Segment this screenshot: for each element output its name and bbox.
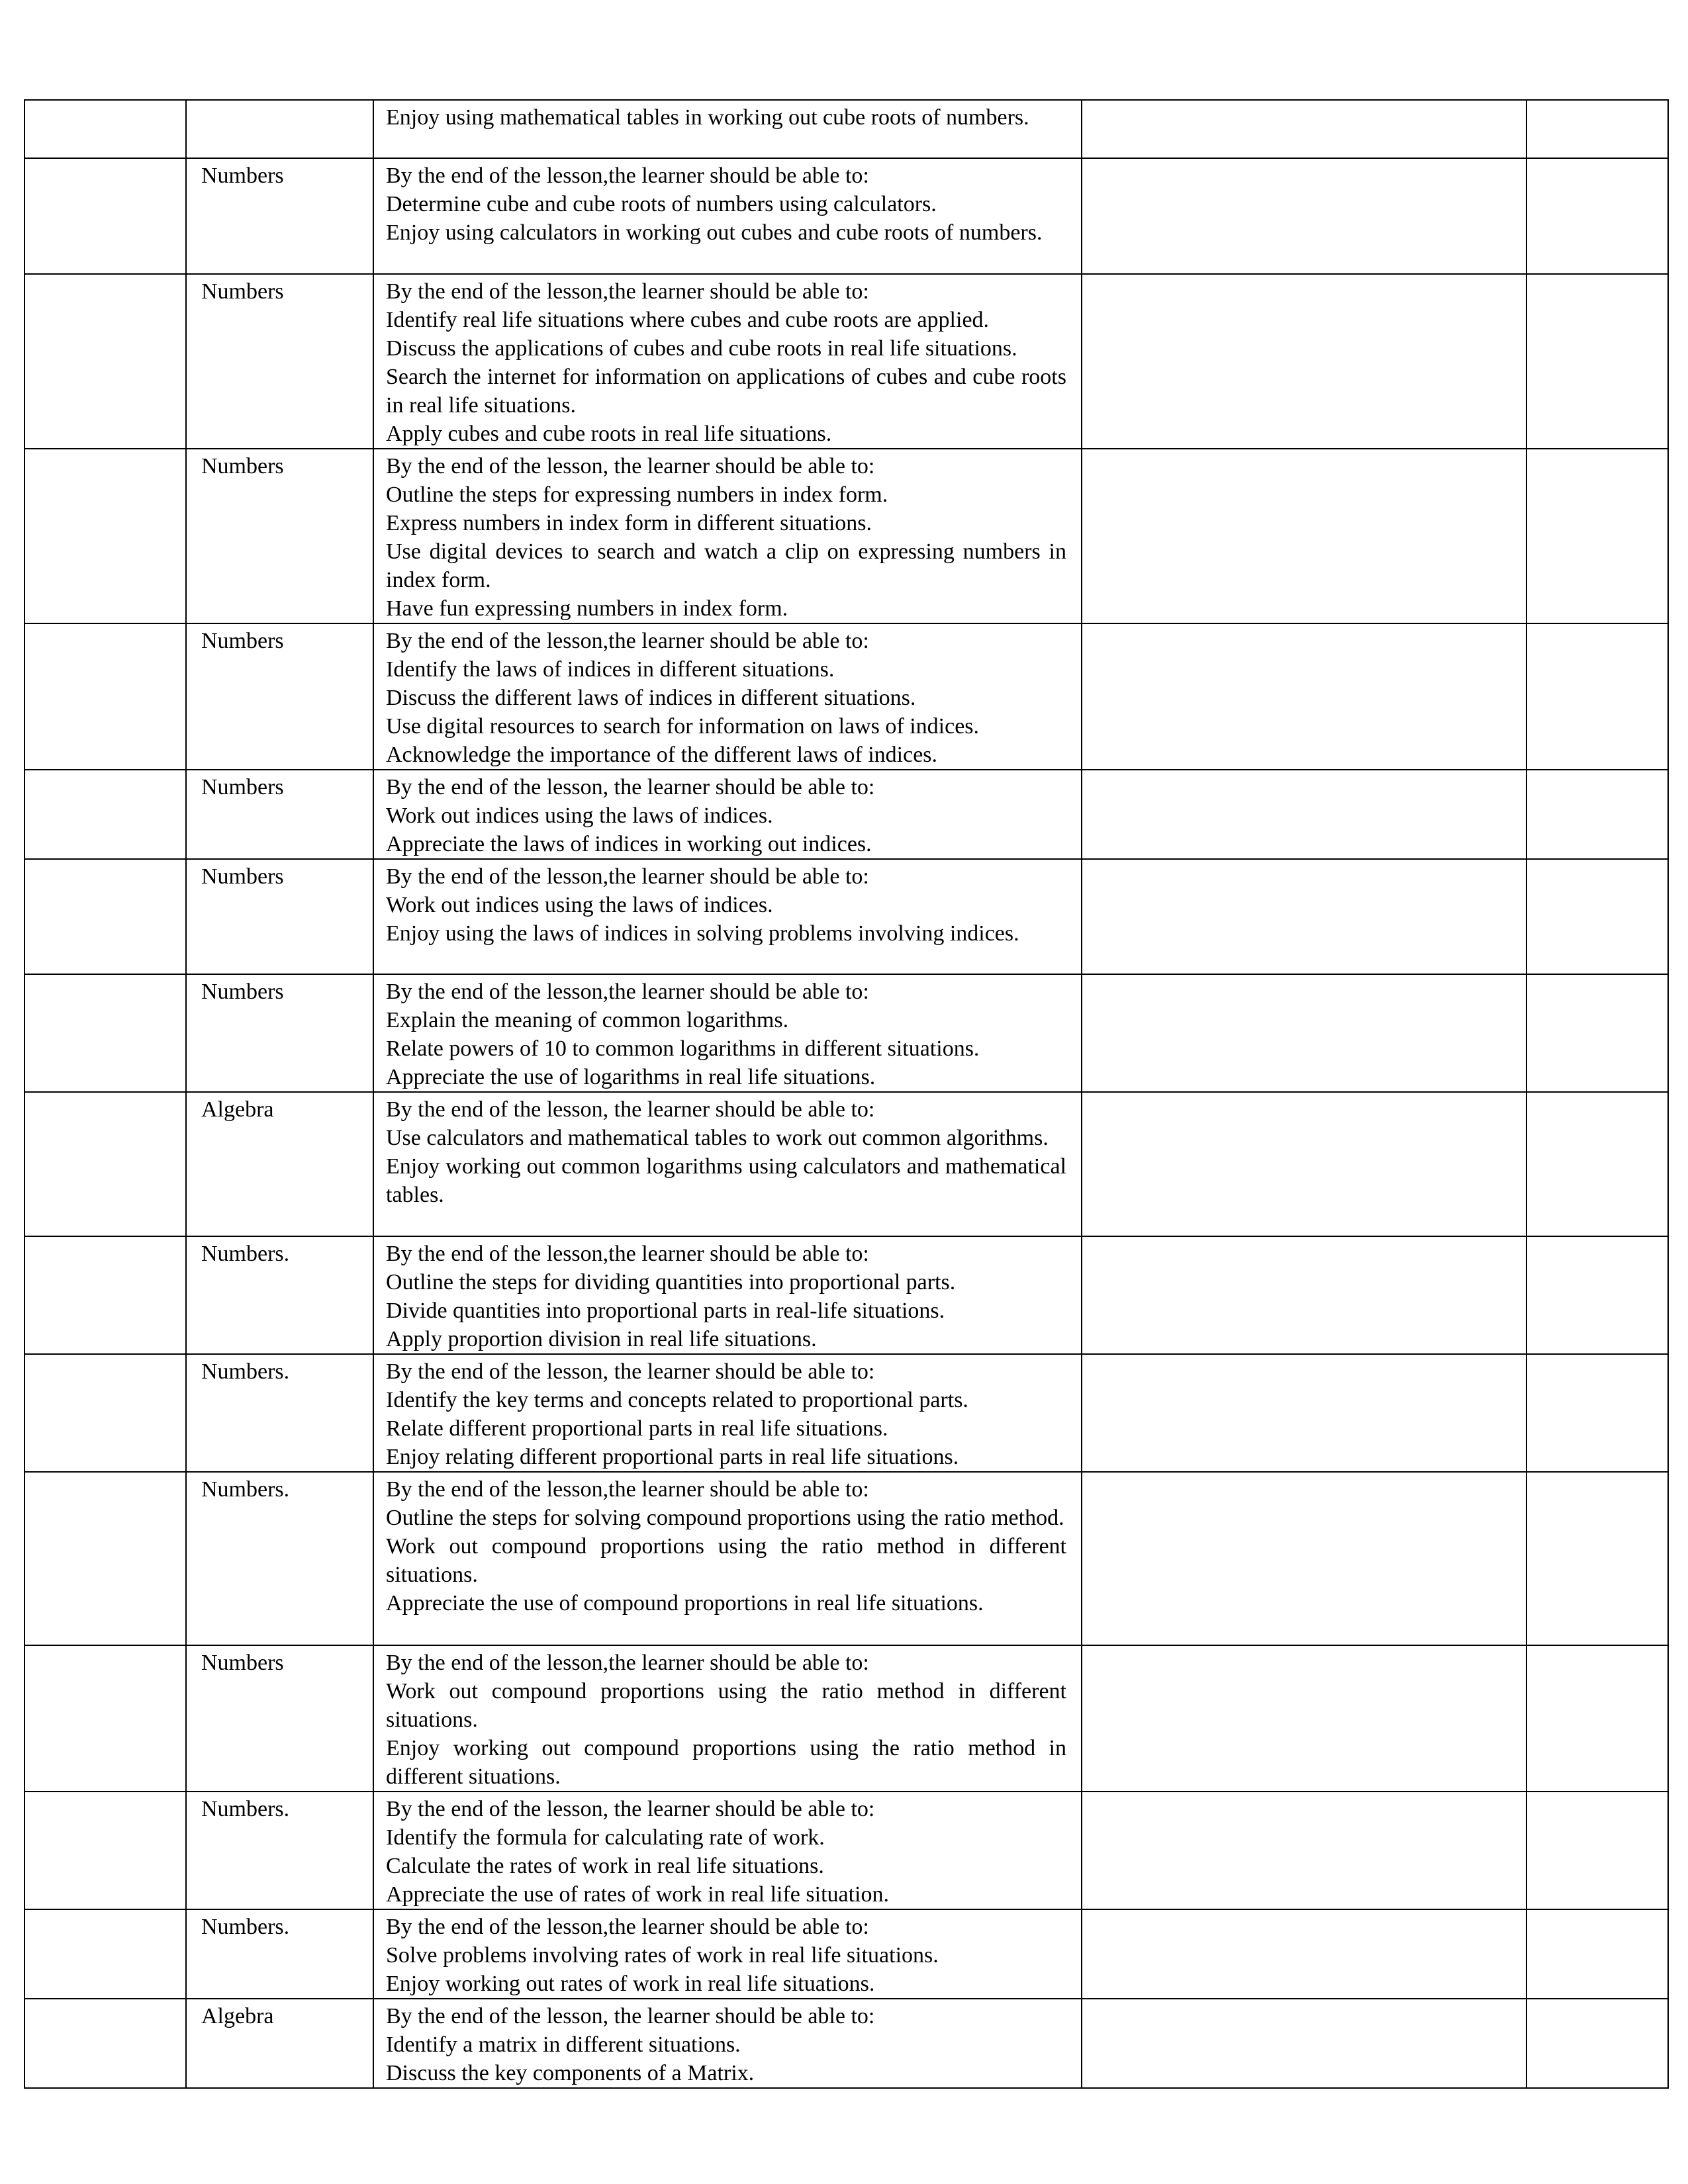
strand-cell xyxy=(186,100,373,158)
strand-text: Algebra xyxy=(201,2004,274,2028)
learning-outcomes-cell xyxy=(373,1236,1082,1354)
strand-cell xyxy=(186,1472,373,1645)
resources-cell xyxy=(1082,449,1526,623)
week-lesson-cell xyxy=(24,770,186,859)
learning-outcomes-cell xyxy=(373,974,1082,1092)
resources-cell xyxy=(1082,1236,1526,1354)
learning-outcomes-list xyxy=(374,770,1081,858)
week-lesson-cell xyxy=(24,1092,186,1236)
strand-text: Numbers. xyxy=(201,1797,290,1821)
week-lesson-cell xyxy=(24,100,186,158)
learning-outcome: Acknowledge the importance of the different laws of indices. xyxy=(386,743,938,767)
learning-outcome: Solve problems involving rates of work in real life situations. xyxy=(386,1943,939,1968)
week-lesson-cell xyxy=(24,1645,186,1792)
learning-outcome: By the end of the lesson, the learner should be able to: xyxy=(386,2004,875,2028)
table-row xyxy=(24,1999,1668,2088)
strand-text: Numbers xyxy=(201,864,284,889)
learning-outcome: Appreciate the use of compound proportions in real life situations. xyxy=(386,1591,984,1615)
table-body xyxy=(24,100,1668,2088)
learning-outcomes-cell xyxy=(373,1999,1082,2088)
resources-cell xyxy=(1082,770,1526,859)
learning-outcome: By the end of the lesson, the learner should be able to: xyxy=(386,1359,875,1384)
learning-outcome: Enjoy relating different proportional parts in real life situations. xyxy=(386,1445,959,1469)
learning-outcome: By the end of the lesson, the learner should be able to: xyxy=(386,1097,875,1122)
resources-cell xyxy=(1082,1792,1526,1909)
learning-outcome: By the end of the lesson, the learner should be able to: xyxy=(386,454,875,478)
remarks-cell xyxy=(1526,1645,1668,1792)
learning-outcomes-cell xyxy=(373,1792,1082,1909)
learning-outcome: Work out indices using the laws of indices. xyxy=(386,803,773,828)
learning-outcome: Identify the formula for calculating rate of work. xyxy=(386,1825,825,1850)
resources-cell xyxy=(1082,274,1526,449)
strand-cell xyxy=(186,158,373,274)
learning-outcome: Apply cubes and cube roots in real life situations. xyxy=(386,422,832,446)
week-lesson-cell xyxy=(24,1909,186,1999)
remarks-cell xyxy=(1526,158,1668,274)
learning-outcomes-cell xyxy=(373,1909,1082,1999)
week-lesson-cell xyxy=(24,1792,186,1909)
table-row xyxy=(24,1472,1668,1645)
learning-outcomes-list xyxy=(374,1473,1081,1617)
strand-cell xyxy=(186,274,373,449)
learning-outcomes-cell xyxy=(373,100,1082,158)
learning-outcome: Use calculators and mathematical tables to work out common algorithms. xyxy=(386,1126,1049,1150)
remarks-cell xyxy=(1526,770,1668,859)
learning-outcome: Work out indices using the laws of indices. xyxy=(386,893,773,917)
strand-cell xyxy=(186,1792,373,1909)
strand-text: Numbers xyxy=(201,979,284,1004)
learning-outcome: Use digital devices to search and watch a clip on expressing numbers in index form. xyxy=(386,539,1066,592)
learning-outcomes-list xyxy=(374,1237,1081,1353)
table-row xyxy=(24,1792,1668,1909)
learning-outcomes-list xyxy=(374,1093,1081,1209)
learning-outcome: Search the internet for information on applications of cubes and cube roots in real life situations. xyxy=(386,365,1066,418)
remarks-cell xyxy=(1526,1909,1668,1999)
remarks-cell xyxy=(1526,1092,1668,1236)
learning-outcome: By the end of the lesson,the learner should be able to: xyxy=(386,163,869,188)
learning-outcomes-cell xyxy=(373,859,1082,974)
learning-outcome: Explain the meaning of common logarithms. xyxy=(386,1008,789,1032)
learning-outcome: Enjoy working out compound proportions using the ratio method in different situations. xyxy=(386,1736,1066,1789)
strand-cell xyxy=(186,449,373,623)
learning-outcome: Express numbers in index form in different situations. xyxy=(386,511,872,535)
learning-outcome: Identify the key terms and concepts related to proportional parts. xyxy=(386,1388,968,1412)
strand-text: Numbers xyxy=(201,163,284,188)
learning-outcome: Appreciate the laws of indices in working out indices. xyxy=(386,832,872,856)
week-lesson-cell xyxy=(24,1472,186,1645)
learning-outcome: Enjoy using calculators in working out cubes and cube roots of numbers. xyxy=(386,220,1043,245)
strand-cell xyxy=(186,859,373,974)
learning-outcome: Outline the steps for dividing quantities into proportional parts. xyxy=(386,1270,956,1295)
table-row xyxy=(24,1909,1668,1999)
strand-cell xyxy=(186,623,373,770)
learning-outcome: Use digital resources to search for information on laws of indices. xyxy=(386,714,980,739)
learning-outcomes-list xyxy=(374,860,1081,948)
learning-outcome: By the end of the lesson,the learner should be able to: xyxy=(386,629,869,653)
learning-outcomes-list xyxy=(374,624,1081,769)
resources-cell xyxy=(1082,1472,1526,1645)
learning-outcome: By the end of the lesson, the learner should be able to: xyxy=(386,1797,875,1821)
learning-outcome: Discuss the key components of a Matrix. xyxy=(386,2061,755,2085)
remarks-cell xyxy=(1526,449,1668,623)
learning-outcomes-list xyxy=(374,1792,1081,1909)
learning-outcomes-list xyxy=(374,101,1081,132)
learning-outcome: Identify the laws of indices in different situations. xyxy=(386,657,835,682)
learning-outcome: By the end of the lesson,the learner should be able to: xyxy=(386,1242,869,1266)
learning-outcome: By the end of the lesson,the learner should be able to: xyxy=(386,864,869,889)
table-row xyxy=(24,274,1668,449)
learning-outcome: Apply proportion division in real life situations. xyxy=(386,1327,817,1351)
week-lesson-cell xyxy=(24,623,186,770)
learning-outcomes-list xyxy=(374,1999,1081,2087)
learning-outcomes-cell xyxy=(373,623,1082,770)
learning-outcome: Appreciate the use of logarithms in real life situations. xyxy=(386,1065,876,1089)
resources-cell xyxy=(1082,1909,1526,1999)
table-row xyxy=(24,158,1668,274)
strand-text: Algebra xyxy=(201,1097,274,1122)
learning-outcome: Relate different proportional parts in real life situations. xyxy=(386,1416,888,1441)
learning-outcome: Enjoy using mathematical tables in working out cube roots of numbers. xyxy=(386,105,1029,130)
learning-outcomes-list xyxy=(374,1646,1081,1791)
remarks-cell xyxy=(1526,274,1668,449)
strand-cell xyxy=(186,1645,373,1792)
strand-text: Numbers xyxy=(201,629,284,653)
learning-outcomes-list xyxy=(374,1355,1081,1471)
remarks-cell xyxy=(1526,974,1668,1092)
remarks-cell xyxy=(1526,1792,1668,1909)
learning-outcome: Enjoy working out common logarithms using calculators and mathematical tables. xyxy=(386,1154,1066,1207)
table-row xyxy=(24,100,1668,158)
remarks-cell xyxy=(1526,1472,1668,1645)
strand-cell xyxy=(186,770,373,859)
strand-cell xyxy=(186,1999,373,2088)
learning-outcome: By the end of the lesson,the learner should be able to: xyxy=(386,279,869,304)
resources-cell xyxy=(1082,1092,1526,1236)
week-lesson-cell xyxy=(24,449,186,623)
strand-text: Numbers xyxy=(201,454,284,478)
learning-outcome: Outline the steps for expressing numbers in index form. xyxy=(386,482,888,507)
week-lesson-cell xyxy=(24,974,186,1092)
strand-text: Numbers. xyxy=(201,1477,290,1502)
scheme-of-work-table xyxy=(24,99,1669,2089)
strand-cell xyxy=(186,974,373,1092)
learning-outcome: Relate powers of 10 to common logarithms in different situations. xyxy=(386,1036,980,1061)
table-row xyxy=(24,1354,1668,1472)
learning-outcomes-cell xyxy=(373,274,1082,449)
learning-outcome: Enjoy working out rates of work in real life situations. xyxy=(386,1972,875,1996)
resources-cell xyxy=(1082,1645,1526,1792)
week-lesson-cell xyxy=(24,1236,186,1354)
table-row xyxy=(24,449,1668,623)
learning-outcome: Have fun expressing numbers in index form. xyxy=(386,596,788,621)
learning-outcomes-cell xyxy=(373,1645,1082,1792)
learning-outcome: By the end of the lesson, the learner should be able to: xyxy=(386,775,875,799)
learning-outcomes-cell xyxy=(373,1092,1082,1236)
week-lesson-cell xyxy=(24,1999,186,2088)
learning-outcomes-list xyxy=(374,975,1081,1091)
resources-cell xyxy=(1082,1354,1526,1472)
learning-outcome: Work out compound proportions using the ratio method in different situations. xyxy=(386,1679,1066,1732)
remarks-cell xyxy=(1526,1236,1668,1354)
resources-cell xyxy=(1082,100,1526,158)
learning-outcome: Enjoy using the laws of indices in solving problems involving indices. xyxy=(386,921,1019,946)
strand-cell xyxy=(186,1236,373,1354)
strand-cell xyxy=(186,1092,373,1236)
learning-outcome: By the end of the lesson,the learner should be able to: xyxy=(386,1651,869,1675)
learning-outcome: By the end of the lesson,the learner should be able to: xyxy=(386,979,869,1004)
learning-outcome: Appreciate the use of rates of work in real life situation. xyxy=(386,1882,890,1907)
remarks-cell xyxy=(1526,1999,1668,2088)
learning-outcome: Discuss the different laws of indices in different situations. xyxy=(386,686,916,710)
strand-text: Numbers. xyxy=(201,1359,290,1384)
learning-outcome: Outline the steps for solving compound proportions using the ratio method. xyxy=(386,1506,1064,1530)
table-row xyxy=(24,1645,1668,1792)
learning-outcomes-cell xyxy=(373,158,1082,274)
learning-outcomes-list xyxy=(374,449,1081,623)
learning-outcome: Divide quantities into proportional parts in real-life situations. xyxy=(386,1298,945,1323)
learning-outcomes-list xyxy=(374,275,1081,448)
resources-cell xyxy=(1082,974,1526,1092)
learning-outcome: By the end of the lesson,the learner should be able to: xyxy=(386,1477,869,1502)
table-row xyxy=(24,623,1668,770)
learning-outcomes-list xyxy=(374,1910,1081,1998)
resources-cell xyxy=(1082,158,1526,274)
learning-outcomes-cell xyxy=(373,1472,1082,1645)
learning-outcome: Calculate the rates of work in real life situations. xyxy=(386,1854,824,1878)
strand-cell xyxy=(186,1909,373,1999)
learning-outcomes-list xyxy=(374,159,1081,247)
learning-outcome: Determine cube and cube roots of numbers using calculators. xyxy=(386,192,937,216)
strand-text: Numbers. xyxy=(201,1915,290,1939)
strand-cell xyxy=(186,1354,373,1472)
learning-outcome: Identify a matrix in different situations. xyxy=(386,2032,741,2057)
learning-outcome: Work out compound proportions using the ratio method in different situations. xyxy=(386,1534,1066,1587)
learning-outcome: By the end of the lesson,the learner should be able to: xyxy=(386,1915,869,1939)
strand-text xyxy=(187,101,373,103)
resources-cell xyxy=(1082,859,1526,974)
resources-cell xyxy=(1082,623,1526,770)
table-row xyxy=(24,1236,1668,1354)
strand-text: Numbers xyxy=(201,279,284,304)
remarks-cell xyxy=(1526,623,1668,770)
strand-text: Numbers xyxy=(201,775,284,799)
week-lesson-cell xyxy=(24,274,186,449)
strand-text: Numbers xyxy=(201,1651,284,1675)
table-row xyxy=(24,974,1668,1092)
table-row xyxy=(24,770,1668,859)
learning-outcomes-cell xyxy=(373,1354,1082,1472)
learning-outcome: Discuss the applications of cubes and cube roots in real life situations. xyxy=(386,336,1017,361)
table-row xyxy=(24,859,1668,974)
remarks-cell xyxy=(1526,859,1668,974)
learning-outcome: Identify real life situations where cubes and cube roots are applied. xyxy=(386,308,990,332)
resources-cell xyxy=(1082,1999,1526,2088)
week-lesson-cell xyxy=(24,158,186,274)
week-lesson-cell xyxy=(24,859,186,974)
remarks-cell xyxy=(1526,100,1668,158)
learning-outcomes-cell xyxy=(373,449,1082,623)
table-row xyxy=(24,1092,1668,1236)
strand-text: Numbers. xyxy=(201,1242,290,1266)
remarks-cell xyxy=(1526,1354,1668,1472)
learning-outcomes-cell xyxy=(373,770,1082,859)
week-lesson-cell xyxy=(24,1354,186,1472)
